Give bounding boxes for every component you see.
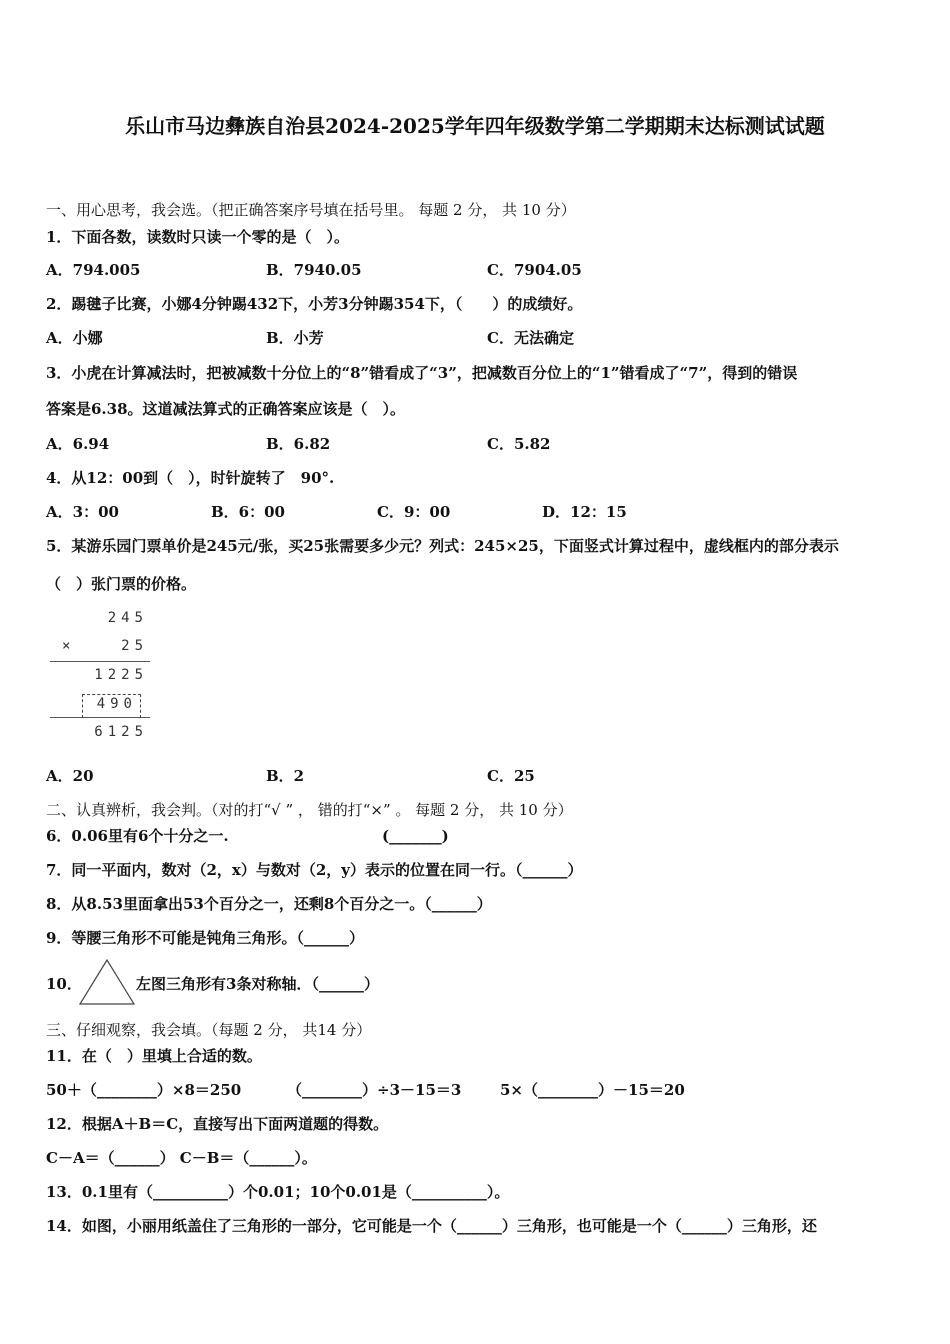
question-14: 14．如图，小丽用纸盖住了三角形的一部分，它可能是一个（______）三角形，也可能是一个（______）三角形，还 bbox=[46, 1217, 817, 1235]
question-5-cont: （ ）张门票的价格。 bbox=[46, 575, 197, 593]
question-10: 左图三角形有3条对称轴．（______） bbox=[136, 975, 379, 993]
q1-option-b: B．7940.05 bbox=[266, 261, 362, 279]
q11-item-3: 5×（________）－15＝20 bbox=[500, 1081, 685, 1099]
q4-option-b: B．6：00 bbox=[211, 503, 285, 521]
calc-partial-1: 1225 bbox=[94, 667, 148, 683]
q4-option-a: A．3：00 bbox=[46, 503, 119, 521]
question-6: 6．0.06里有6个十分之一. bbox=[46, 827, 229, 845]
q2-option-c: C．无法确定 bbox=[487, 329, 574, 347]
question-10-number: 10． bbox=[46, 975, 82, 993]
calc-multiplier: 25 bbox=[121, 638, 148, 654]
q3-option-c: C．5.82 bbox=[487, 435, 551, 453]
question-8: 8．从8.53里面拿出53个百分之一，还剩8个百分之一。（______） bbox=[46, 895, 492, 913]
q2-option-b: B．小芳 bbox=[266, 329, 324, 347]
page-title: 乐山市马边彝族自治县2024-2025学年四年级数学第二学期期末达标测试试题 bbox=[125, 114, 825, 138]
q11-item-1: 50＋（________）×8＝250 bbox=[46, 1081, 242, 1099]
calc-rule bbox=[50, 661, 150, 662]
q6-blank: (_______) bbox=[382, 827, 449, 845]
q3-option-b: B．6.82 bbox=[266, 435, 331, 453]
q5-option-a: A．20 bbox=[46, 767, 94, 785]
calc-rule bbox=[50, 717, 150, 718]
section-2-heading: 二、认真辨析，我会判。（对的打“√ ” ， 错的打“×” 。 每题 2 分， 共 10 分） bbox=[46, 801, 573, 819]
q3-option-a: A．6.94 bbox=[46, 435, 110, 453]
q11-item-2: （________）÷3－15＝3 bbox=[287, 1081, 462, 1099]
q5-option-c: C．25 bbox=[487, 767, 535, 785]
question-5: 5．某游乐园门票单价是245元/张，买25张需要多少元？列式：245×25，下面竖式计算过程中，虚线框内的部分表示 bbox=[46, 537, 839, 555]
question-13: 13．0.1里有（__________）个0.01；10个0.01是（__________）。 bbox=[46, 1183, 510, 1201]
triangle-figure bbox=[78, 958, 136, 1006]
question-9: 9．等腰三角形不可能是钝角三角形。（______） bbox=[46, 929, 364, 947]
times-sign: × bbox=[62, 638, 76, 654]
question-2: 2．踢毽子比赛，小娜4分钟踢432下，小芳3分钟踢354下，（ ）的成绩好。 bbox=[46, 295, 583, 313]
question-3: 3．小虎在计算减法时，把被减数十分位上的“8”错看成了“3”，把减数百分位上的“1”错看成了“7”，得到的错误 bbox=[46, 364, 798, 382]
calc-partial-2: 490 bbox=[96, 696, 137, 712]
q12-answer: C－A＝（______） C－B＝（______）。 bbox=[46, 1149, 317, 1167]
question-4: 4．从12：00到（ ），时针旋转了 90°. bbox=[46, 469, 335, 487]
q1-option-c: C．7904.05 bbox=[487, 261, 582, 279]
question-12: 12．根据A＋B＝C，直接写出下面两道题的得数。 bbox=[46, 1115, 389, 1133]
q1-option-a: A．794.005 bbox=[46, 261, 141, 279]
section-3-heading: 三、仔细观察，我会填。（每题 2 分， 共14 分） bbox=[46, 1021, 372, 1039]
q4-option-c: C．9：00 bbox=[377, 503, 451, 521]
question-1: 1．下面各数，读数时只读一个零的是（ ）。 bbox=[46, 228, 349, 246]
calc-product: 6125 bbox=[94, 724, 148, 740]
question-7: 7．同一平面内，数对（2，x）与数对（2，y）表示的位置在同一行。（______） bbox=[46, 861, 583, 879]
question-3-cont: 答案是6.38。这道减法算式的正确答案应该是（ ）。 bbox=[46, 400, 406, 418]
section-1-heading: 一、用心思考，我会选。（把正确答案序号填在括号里。 每题 2 分， 共 10 分） bbox=[46, 201, 576, 219]
calc-multiplicand: 245 bbox=[107, 610, 148, 626]
q2-option-a: A．小娜 bbox=[46, 329, 103, 347]
q5-option-b: B．2 bbox=[266, 767, 305, 785]
vertical-multiplication bbox=[48, 605, 152, 745]
q4-option-d: D．12：15 bbox=[542, 503, 627, 521]
question-11: 11．在（ ）里填上合适的数。 bbox=[46, 1047, 262, 1065]
